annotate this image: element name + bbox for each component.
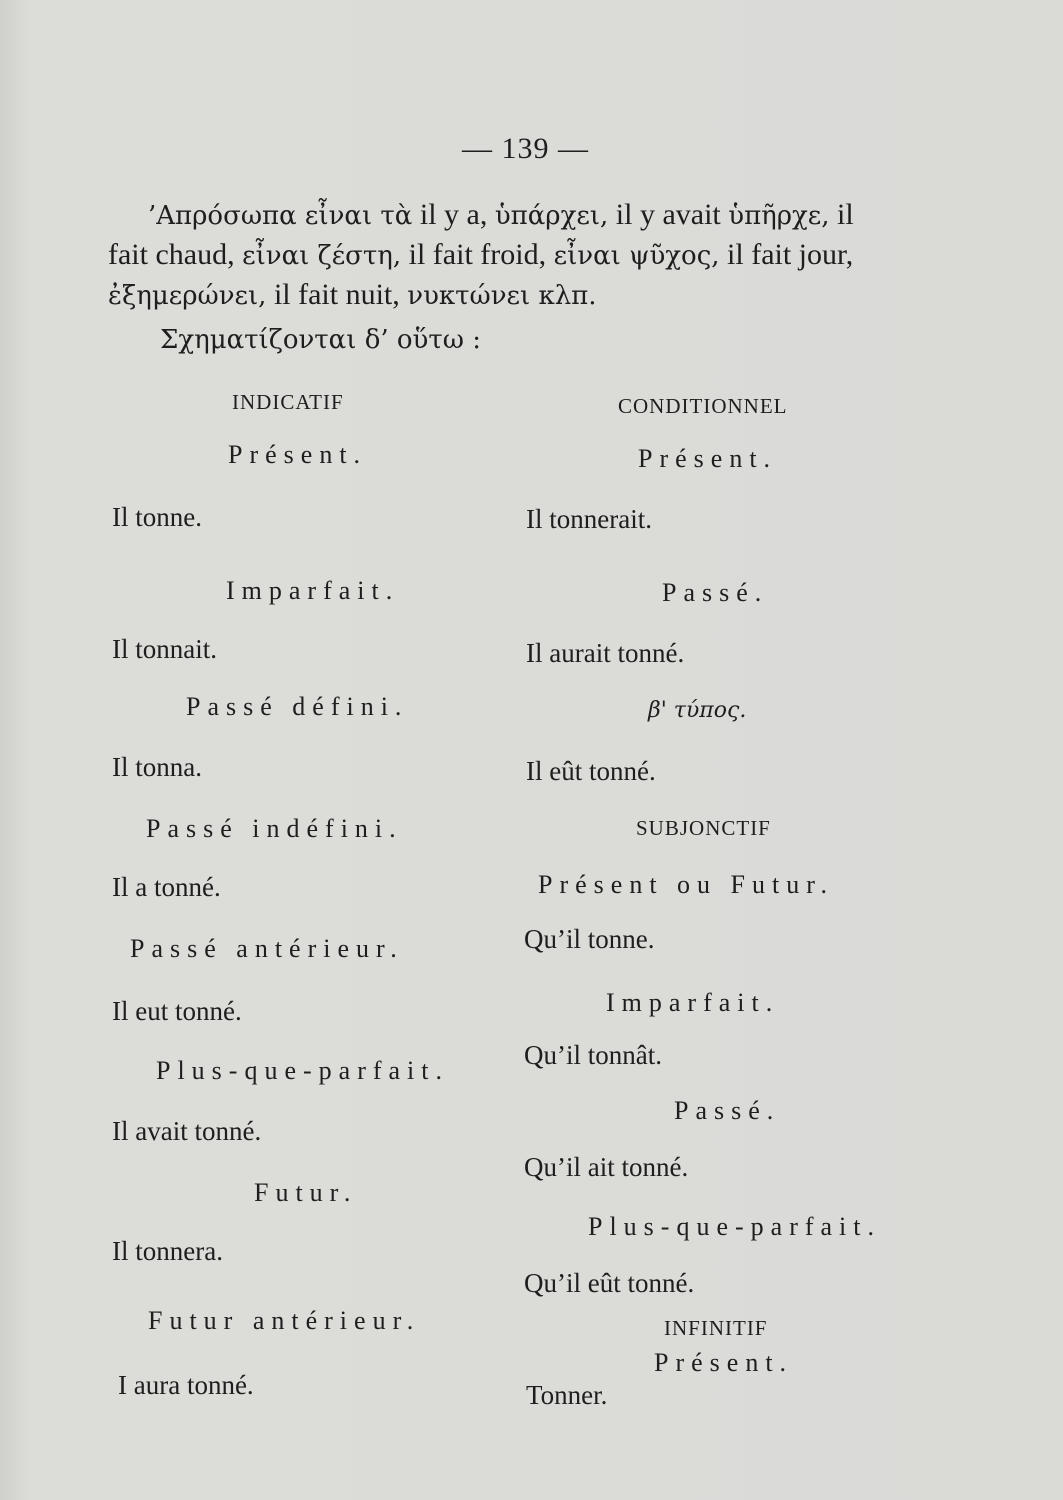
conditionnel-heading: CONDITIONNEL	[618, 394, 788, 418]
conjugation-form: Il tonne.	[112, 502, 202, 532]
intro-french: il y a,	[419, 198, 488, 231]
tense-label: Passé antérieur.	[130, 934, 404, 963]
conjugation-form: Il a tonné.	[112, 872, 221, 902]
infinitif-heading: INFINITIF	[664, 1316, 768, 1340]
intro-greek: εἶναι ψῦχος,	[553, 241, 720, 271]
conjugation-form: Qu’il ait tonné.	[524, 1152, 689, 1182]
conjugation-form: Il tonnerait.	[526, 504, 652, 534]
conjugation-form: Il eût tonné.	[526, 756, 656, 786]
intro-french: il fait froid,	[408, 238, 547, 271]
intro-line-1	[148, 196, 854, 235]
conjugation-form: Il tonnait.	[112, 634, 217, 664]
intro-greek: ’Απρόσωπα εἶναι τὰ	[148, 201, 413, 231]
intro-greek: Σχηματίζονται δ’ οὕτω :	[160, 325, 481, 355]
tense-label: Présent.	[228, 440, 368, 469]
tense-label: Futur.	[254, 1178, 358, 1207]
intro-french: il y avait	[615, 198, 721, 231]
conjugation-form: Qu’il eût tonné.	[524, 1268, 695, 1298]
intro-greek: ὑπάρχει,	[494, 201, 609, 231]
tense-label: Présent ou Futur.	[538, 870, 834, 899]
intro-greek: νυκτώνει κλπ.	[407, 281, 597, 311]
conjugation-form: Tonner.	[526, 1380, 608, 1410]
intro-greek: εἶναι ζέστη,	[242, 241, 402, 271]
conjugation-form: Il eut tonné.	[112, 996, 242, 1026]
conjugation-form: Il tonnera.	[112, 1236, 223, 1266]
tense-label: Plus-que-parfait.	[588, 1212, 882, 1241]
intro-line-3	[108, 276, 597, 315]
intro-french: il fait nuit,	[273, 278, 400, 311]
intro-french: il	[837, 198, 854, 231]
conjugation-form: Qu’il tonnât.	[524, 1040, 662, 1070]
conjugation-form: Il aurait tonné.	[526, 638, 685, 668]
conjugation-form: Il avait tonné.	[112, 1116, 262, 1146]
conjugation-form: Il tonna.	[112, 752, 202, 782]
tense-label: Passé.	[662, 578, 769, 607]
tense-label: Plus-que-parfait.	[156, 1056, 450, 1085]
page-number: — 139 —	[462, 132, 589, 165]
tense-label: Imparfait.	[226, 576, 400, 605]
tense-label: Passé.	[674, 1096, 781, 1125]
intro-line-4	[160, 320, 481, 359]
conjugation-form: Qu’il tonne.	[524, 924, 655, 954]
intro-greek: ὑπῆρχε,	[728, 201, 830, 231]
type-label: β' τύπος.	[648, 698, 747, 723]
tense-label: Imparfait.	[606, 988, 780, 1017]
indicatif-heading: INDICATIF	[232, 390, 344, 414]
tense-label: Passé défini.	[186, 692, 409, 721]
tense-label: Passé indéfini.	[146, 814, 403, 843]
subjonctif-heading: SUBJONCTIF	[636, 816, 771, 840]
intro-line-2	[108, 236, 853, 275]
intro-french: il fait jour,	[727, 238, 854, 271]
tense-label: Futur antérieur.	[148, 1306, 421, 1335]
conjugation-form: I aura tonné.	[118, 1370, 254, 1400]
tense-label: Présent.	[638, 444, 778, 473]
intro-french: fait chaud,	[108, 238, 235, 271]
intro-greek: ἐξημερώνει,	[108, 281, 267, 311]
tense-label: Présent.	[654, 1348, 794, 1377]
